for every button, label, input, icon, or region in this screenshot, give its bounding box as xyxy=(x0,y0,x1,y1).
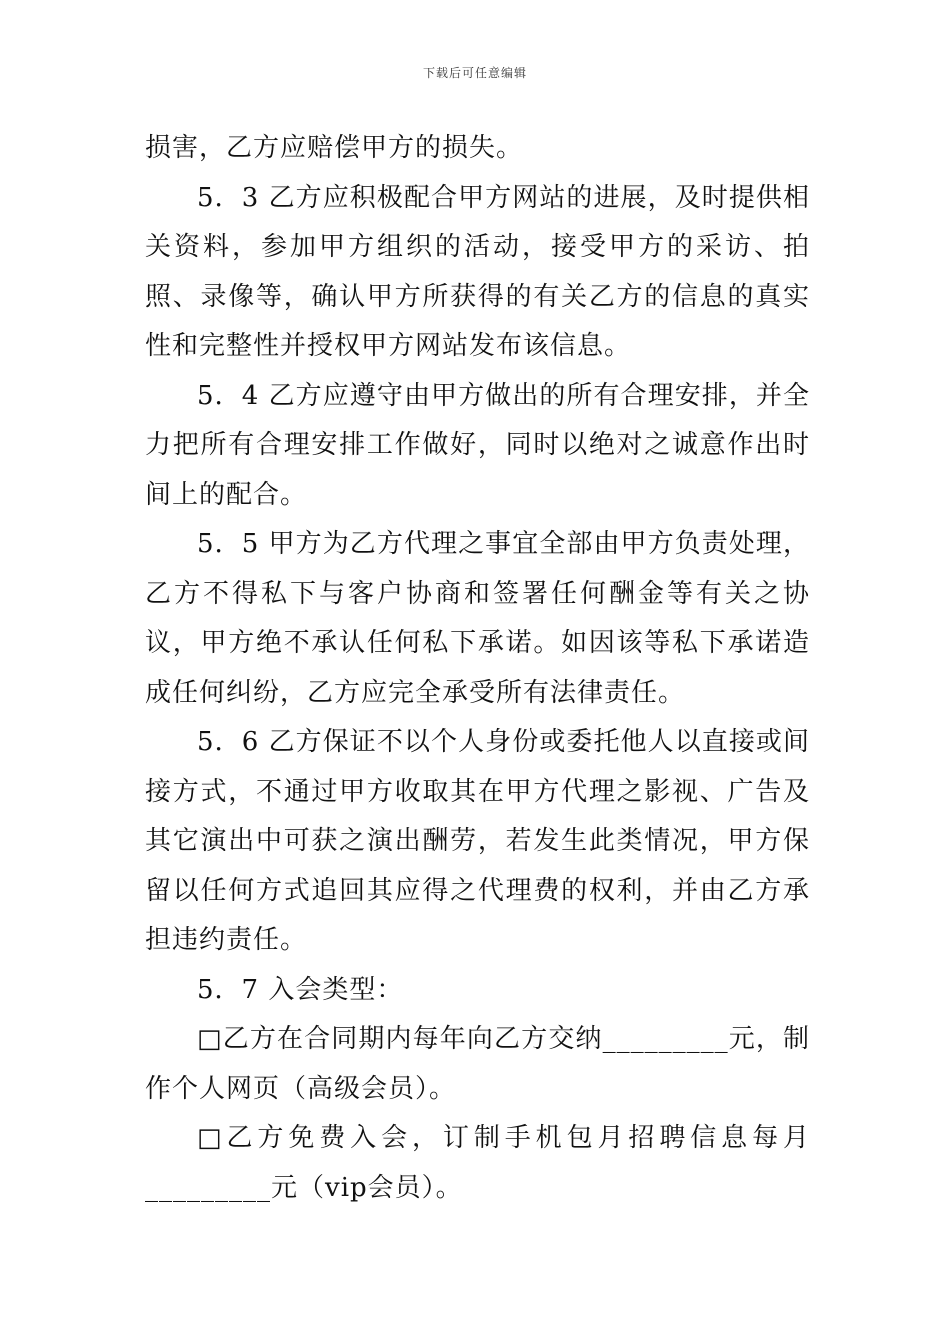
paragraph-clause-5-5: 5．5 甲方为乙方代理之事宜全部由甲方负责处理，乙方不得私下与客户协商和签署任何酬金等有关之协议，甲方绝不承认任何私下承诺。如因该等私下承诺造成任何纠纷，乙方应完全承受所有法律责任。 xyxy=(145,529,810,708)
paragraph-clause-5-6: 5．6 乙方保证不以个人身份或委托他人以直接或间接方式，不通过甲方收取其在甲方代理之影视、广告及其它演出中可获之演出酬劳，若发生此类情况，甲方保留以任何方式追回其应得之代理费的权利，并由乙方承担违约责任。 xyxy=(145,727,810,955)
contract-body xyxy=(145,124,810,1213)
paragraph-damage-compensation: 损害，乙方应赔偿甲方的损失。 xyxy=(145,133,524,163)
option-senior-member: □乙方在合同期内每年向乙方交纳_________元，制作个人网页（高级会员）。 xyxy=(145,1024,810,1104)
paragraph-clause-5-3: 5．3 乙方应积极配合甲方网站的进展，及时提供相关资料，参加甲方组织的活动，接受甲方的采访、拍照、录像等，确认甲方所获得的有关乙方的信息的真实性和完整性并授权甲方网站发布该信息。 xyxy=(145,182,810,361)
page-header-note: 下载后可任意编辑 xyxy=(422,66,527,80)
option-vip-member: □乙方免费入会，订制手机包月招聘信息每月_________元（vip会员）。 xyxy=(145,1123,810,1203)
paragraph-clause-5-4: 5．4 乙方应遵守由甲方做出的所有合理安排，并全力把所有合理安排工作做好，同时以绝对之诚意作出时间上的配合。 xyxy=(145,380,810,510)
paragraph-clause-5-7-title: 5．7 入会类型： xyxy=(197,974,404,1005)
